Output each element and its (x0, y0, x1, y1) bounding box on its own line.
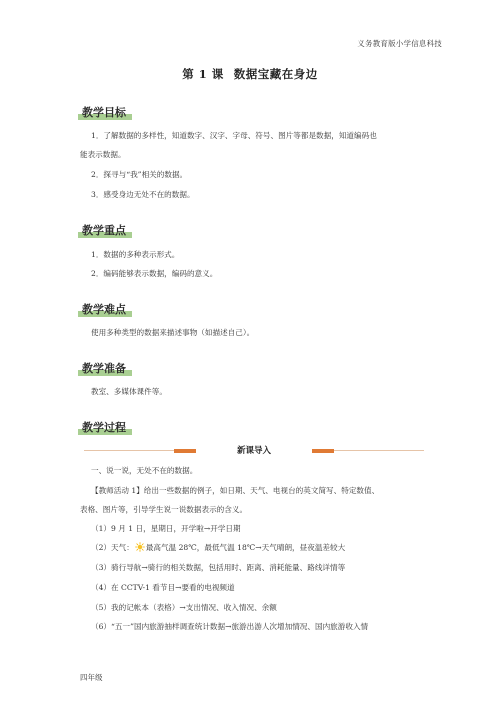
footer-grade: 四年级 (80, 673, 103, 682)
divider-right (334, 450, 424, 451)
example-item-4: （4）在 CCTV-1 看节目→要看的电视频道 (91, 583, 235, 592)
difficulty-item-1: 使用多种类型的数据来描述事物（如描述自己）。 (91, 328, 255, 337)
lesson-number: 第 1 课 (182, 67, 224, 81)
section-process (80, 416, 128, 435)
teacher-activity-line-2: 表格、图片等，引导学生说一说数据表示的含义。 (80, 505, 248, 514)
sub-heading-label: 新课导入 (236, 446, 271, 456)
teacher-activity-line-1: 【教师活动 1】给出一些数据的例子，如日期、天气、电视台的英文简写、特定数值、 (91, 486, 380, 495)
example-item-6: （6）“五一”国内旅游抽样调查统计数据→旅游出游人次增加情况、国内旅游收入情 (91, 622, 369, 631)
key-point-item-1: 1．数据的多种表示形式。 (91, 250, 180, 259)
sub-heading-new-lesson (84, 444, 424, 458)
example-item-1: （1）9 月 1 日，星期日，开学啦→开学日期 (91, 524, 241, 533)
key-point-item-2: 2．编码能够表示数据，编码的意义。 (91, 269, 218, 278)
process-intro: 一、说一说，无处不在的数据。 (91, 466, 198, 475)
goal-item-2: 2．探寻与“我”相关的数据。 (91, 170, 188, 179)
example-item-2-prefix: （2）天气： (91, 543, 134, 552)
section-key-points (80, 219, 128, 238)
goal-item-3: 3．感受身边无处不在的数据。 (91, 190, 195, 199)
goal-item-1: 1．了解数据的多样性，知道数字、汉字、字母、符号、图片等都是数据，知道编码也 (91, 131, 377, 140)
preparation-item-1: 教室、多媒体课件等。 (91, 387, 167, 396)
accent-bar-right (312, 449, 334, 453)
section-title-goals: 教学目标 (82, 106, 126, 119)
example-item-3: （3）骑行导航→骑行的相关数据，包括用时、距离、消耗能量、路线详情等 (91, 563, 346, 572)
example-item-2 (91, 542, 345, 553)
sun-icon (135, 542, 145, 552)
series-header: 义务教育版小学信息科技 (357, 39, 442, 48)
section-goals (80, 101, 128, 120)
section-title-process: 教学过程 (82, 421, 126, 434)
section-title-difficulties: 教学难点 (82, 303, 126, 316)
example-item-2-rest: 最高气温 28℃，最低气温 18℃→天气晴朗，昼夜温差较大 (145, 543, 346, 552)
lesson-title (0, 66, 500, 82)
section-preparation (80, 357, 128, 376)
lesson-name: 数据宝藏在身边 (233, 67, 318, 81)
section-title-preparation: 教学准备 (82, 362, 126, 375)
goal-item-1-cont: 能表示数据。 (80, 150, 126, 159)
example-item-5: （5）我的记帐本（表格）→支出情况、收入情况、余额 (91, 603, 277, 612)
section-title-key-points: 教学重点 (82, 224, 126, 237)
section-difficulties (80, 298, 128, 317)
